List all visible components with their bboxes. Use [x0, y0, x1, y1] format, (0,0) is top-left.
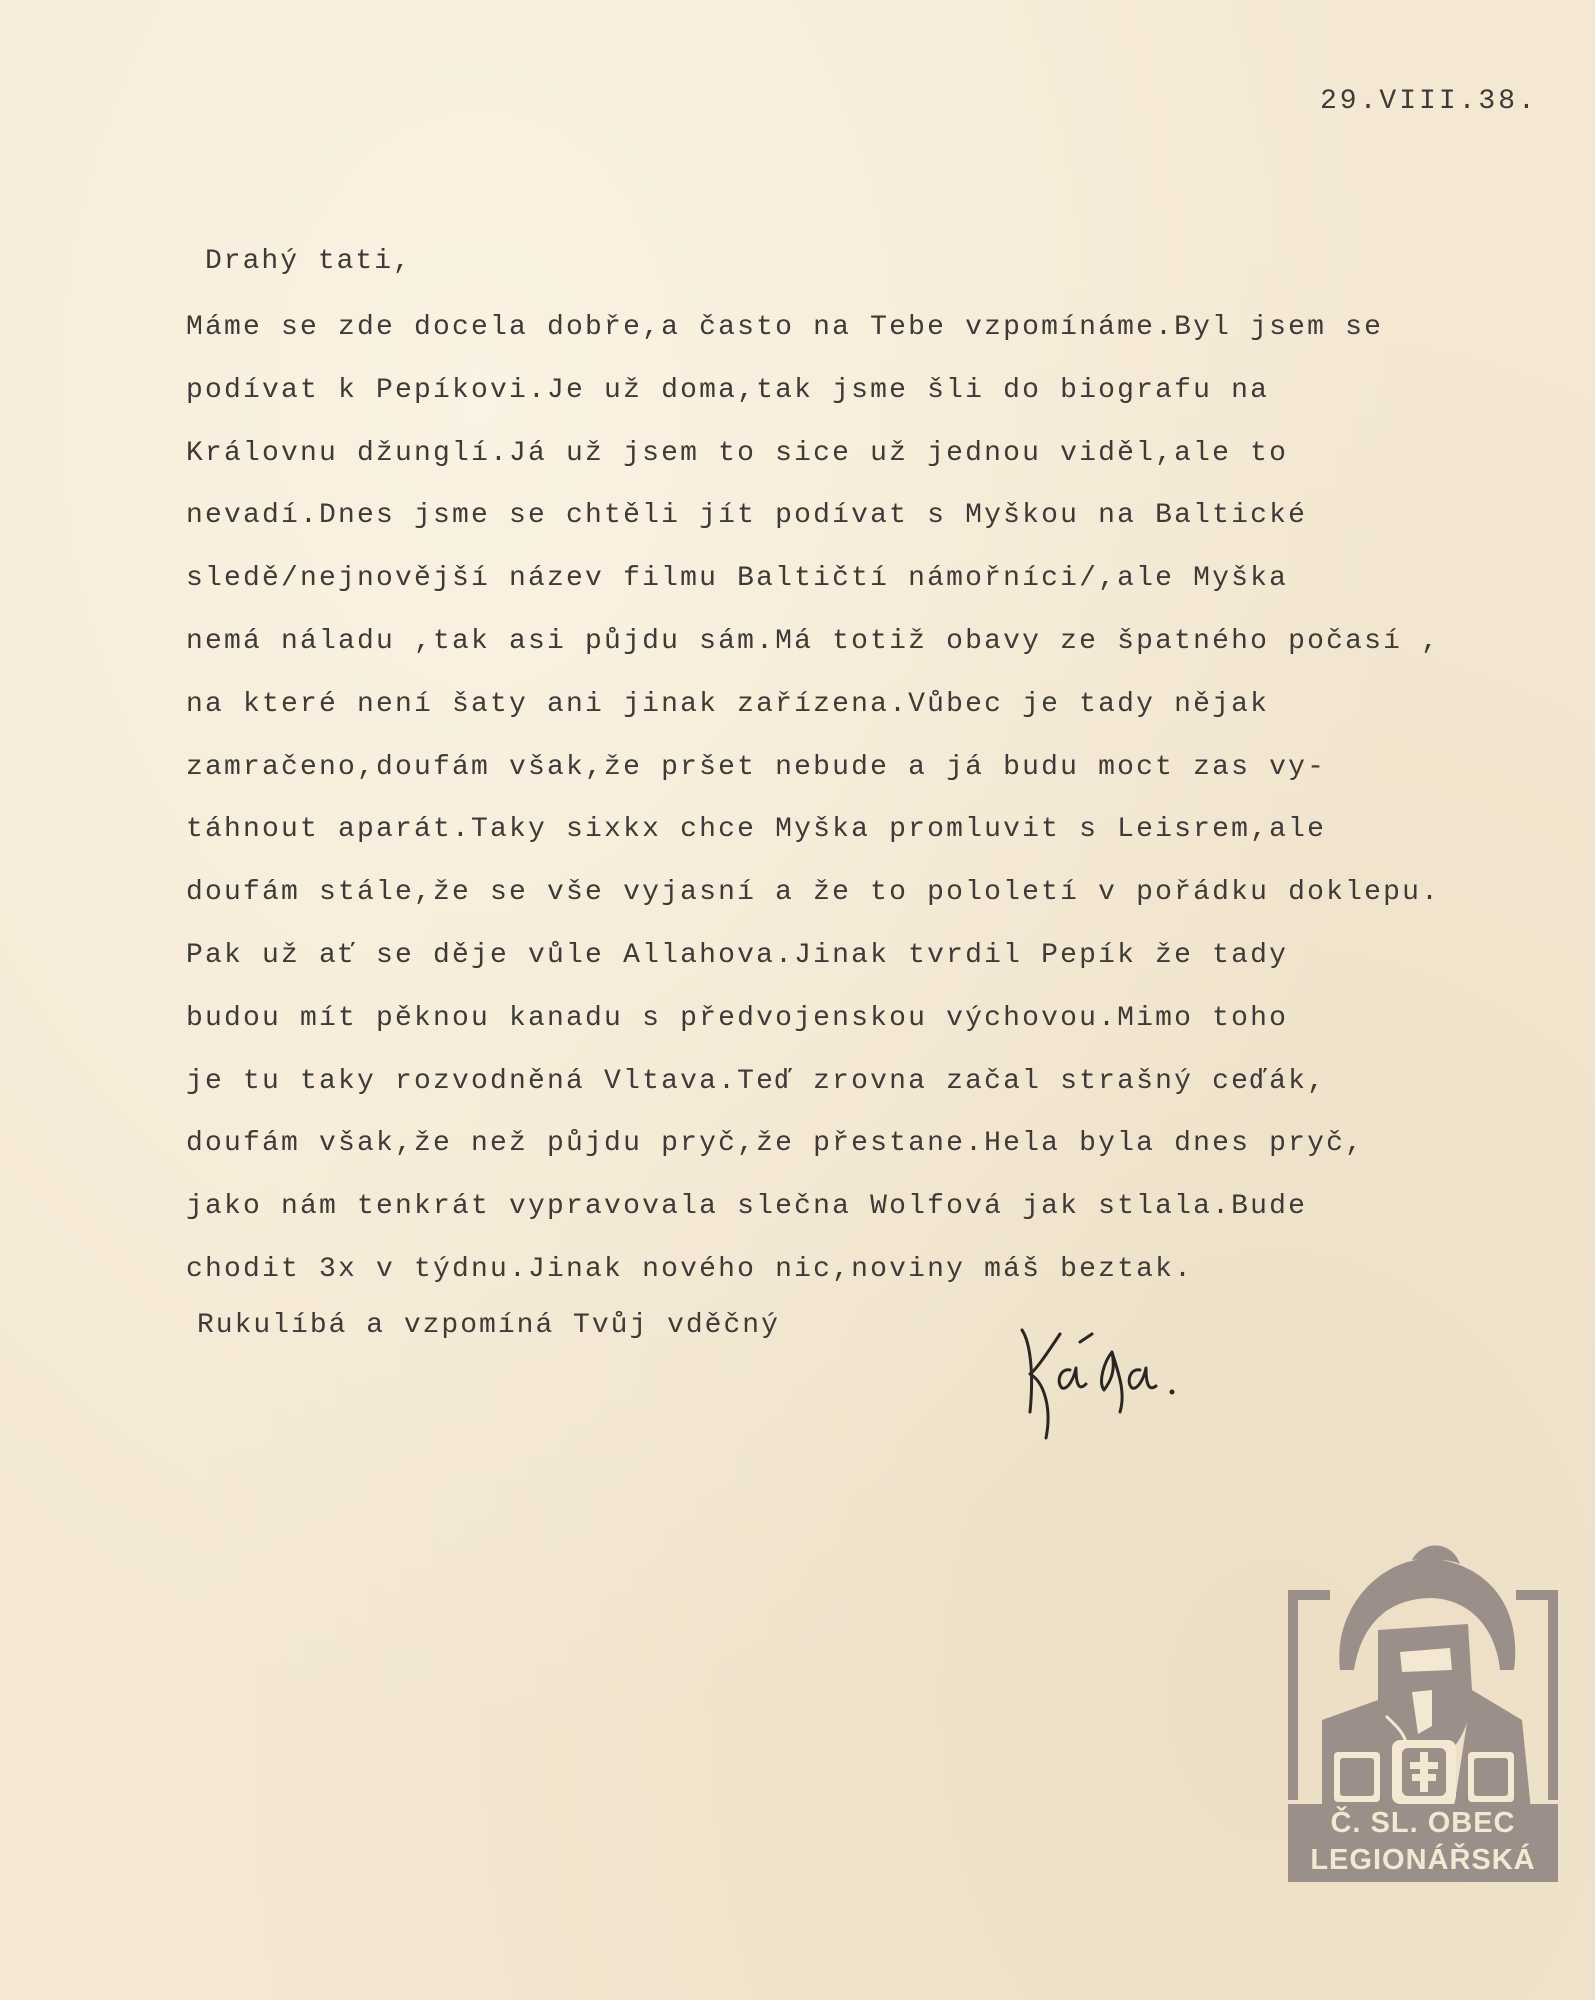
- letter-line: na které není šaty ani jinak zařízena.Vůbec je tady nějak: [186, 688, 1270, 720]
- letter-line: sledě/nejnovější název filmu Baltičtí námořníci/,ale Myška: [186, 563, 1289, 595]
- salutation: Drahý tati,: [205, 246, 412, 277]
- letter-date: 29.VIII.38.: [1320, 86, 1538, 117]
- emblem-label-band: [1288, 1804, 1558, 1882]
- emblem-text-line2: LEGIONÁŘSKÁ: [1310, 1844, 1536, 1876]
- letter-line: podívat k Pepíkovi.Je už doma,tak jsme šli do biografu na: [186, 374, 1270, 406]
- letter-line: je tu taky rozvodněná Vltava.Teď zrovna začal strašný ceďák,: [186, 1065, 1327, 1097]
- letter-line: chodit 3x v týdnu.Jinak nového nic,noviny máš beztak.: [186, 1253, 1194, 1285]
- handwritten-signature: [1000, 1312, 1180, 1442]
- letter-line: doufám stále,že se vše vyjasní a že to pololetí v pořádku doklepu.: [186, 877, 1441, 909]
- letter-line: Královnu džunglí.Já už jsem to sice už jednou viděl,ale to: [186, 437, 1289, 469]
- letter-line: Máme se zde docela dobře,a často na Tebe vzpomínáme.Byl jsem se: [186, 312, 1384, 343]
- letter-line: nemá náladu ,tak asi půjdu sám.Má totiž obavy ze špatného počasí ,: [186, 625, 1441, 657]
- letter-line: jako nám tenkrát vypravovala slečna Wolfová jak stlala.Bude: [186, 1191, 1308, 1223]
- emblem-text-line1: Č. SL. OBEC: [1330, 1807, 1516, 1839]
- closing-line: Rukulíbá a vzpomíná Tvůj vděčný: [197, 1310, 780, 1341]
- letter-line: Pak už ať se děje vůle Allahova.Jinak tvrdil Pepík že tady: [186, 939, 1289, 971]
- letter-line: budou mít pěknou kanadu s předvojenskou výchovou.Mimo toho: [186, 1002, 1289, 1034]
- letter-line: doufám však,že než půjdu pryč,že přestane.Hela byla dnes pryč,: [186, 1128, 1365, 1160]
- letter-body: [186, 308, 1446, 1313]
- letter-line: nevadí.Dnes jsme se chtěli jít podívat s Myškou na Baltické: [186, 500, 1308, 532]
- letter-line: zamračeno,doufám však,že pršet nebude a já budu moct zas vy-: [186, 751, 1327, 783]
- letter-line: táhnout aparát.Taky sixkx chce Myška promluvit s Leisrem,ale: [186, 814, 1327, 846]
